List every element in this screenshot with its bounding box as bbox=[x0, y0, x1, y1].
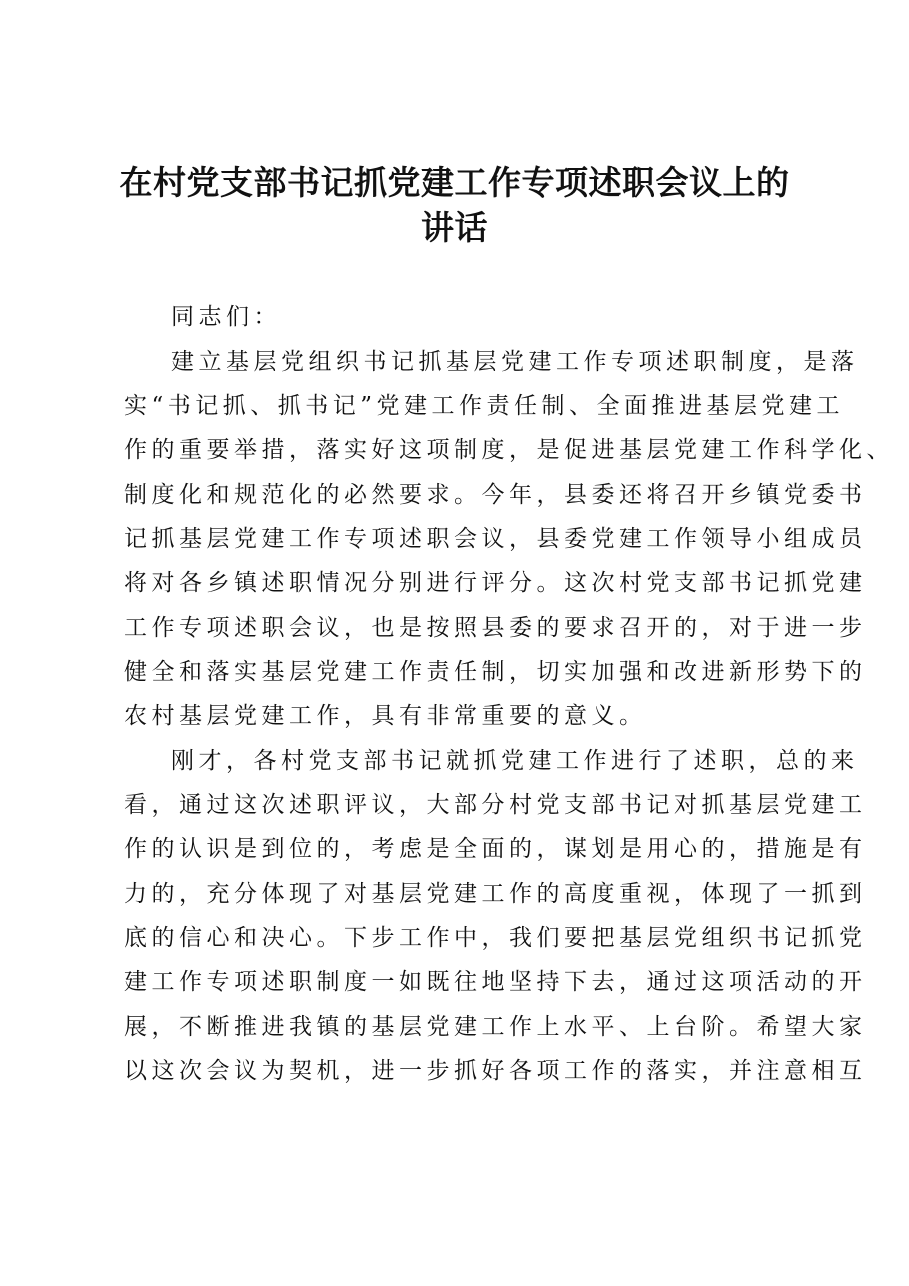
paragraph-1-line: 农村基层党建工作，具有非常重要的意义。 bbox=[124, 703, 647, 729]
paragraph-2-line: 以这次会议为契机，进一步抓好各项工作的落实，并注意相互 bbox=[124, 1058, 867, 1084]
paragraph-1-line: 实“书记抓、抓书记”党建工作责任制、全面推进基层党建工 bbox=[124, 393, 845, 419]
paragraph-2-line: 刚才，各村党支部书记就抓党建工作进行了述职，总的来 bbox=[171, 748, 859, 774]
paragraph-1-line: 作的重要举措，落实好这项制度，是促进基层党建工作科学化、 bbox=[124, 437, 894, 463]
paragraph-2-line: 展，不断推进我镇的基层党建工作上水平、上台阶。希望大家 bbox=[124, 1014, 867, 1040]
title-line-1: 在村党支部书记抓党建工作专项述职会议上的 bbox=[119, 163, 790, 202]
paragraph-2-line: 看，通过这次述职评议，大部分村党支部书记对抓基层党建工 bbox=[124, 792, 867, 818]
salutation: 同志们： bbox=[171, 304, 281, 330]
paragraph-1-line: 将对各乡镇述职情况分别进行评分。这次村党支部书记抓党建 bbox=[124, 570, 867, 596]
paragraph-1-line: 记抓基层党建工作专项述职会议，县委党建工作领导小组成员 bbox=[124, 526, 867, 552]
paragraph-2-line: 建工作专项述职制度一如既往地坚持下去，通过这项活动的开 bbox=[124, 969, 867, 995]
title-line-2: 讲话 bbox=[421, 208, 488, 247]
paragraph-2-line: 作的认识是到位的，考虑是全面的，谋划是用心的，措施是有 bbox=[124, 836, 867, 862]
paragraph-1-line: 健全和落实基层党建工作责任制，切实加强和改进新形势下的 bbox=[124, 659, 867, 685]
paragraph-2-line: 力的，充分体现了对基层党建工作的高度重视，体现了一抓到 bbox=[124, 881, 867, 907]
paragraph-1-line: 制度化和规范化的必然要求。今年，县委还将召开乡镇党委书 bbox=[124, 482, 867, 508]
page-title bbox=[80, 160, 829, 250]
paragraph-2-line: 底的信心和决心。下步工作中，我们要把基层党组织书记抓党 bbox=[124, 925, 867, 951]
paragraph-1-line: 工作专项述职会议，也是按照县委的要求召开的，对于进一步 bbox=[124, 615, 867, 641]
paragraph-1-line: 建立基层党组织书记抓基层党建工作专项述职制度，是落 bbox=[171, 349, 859, 375]
